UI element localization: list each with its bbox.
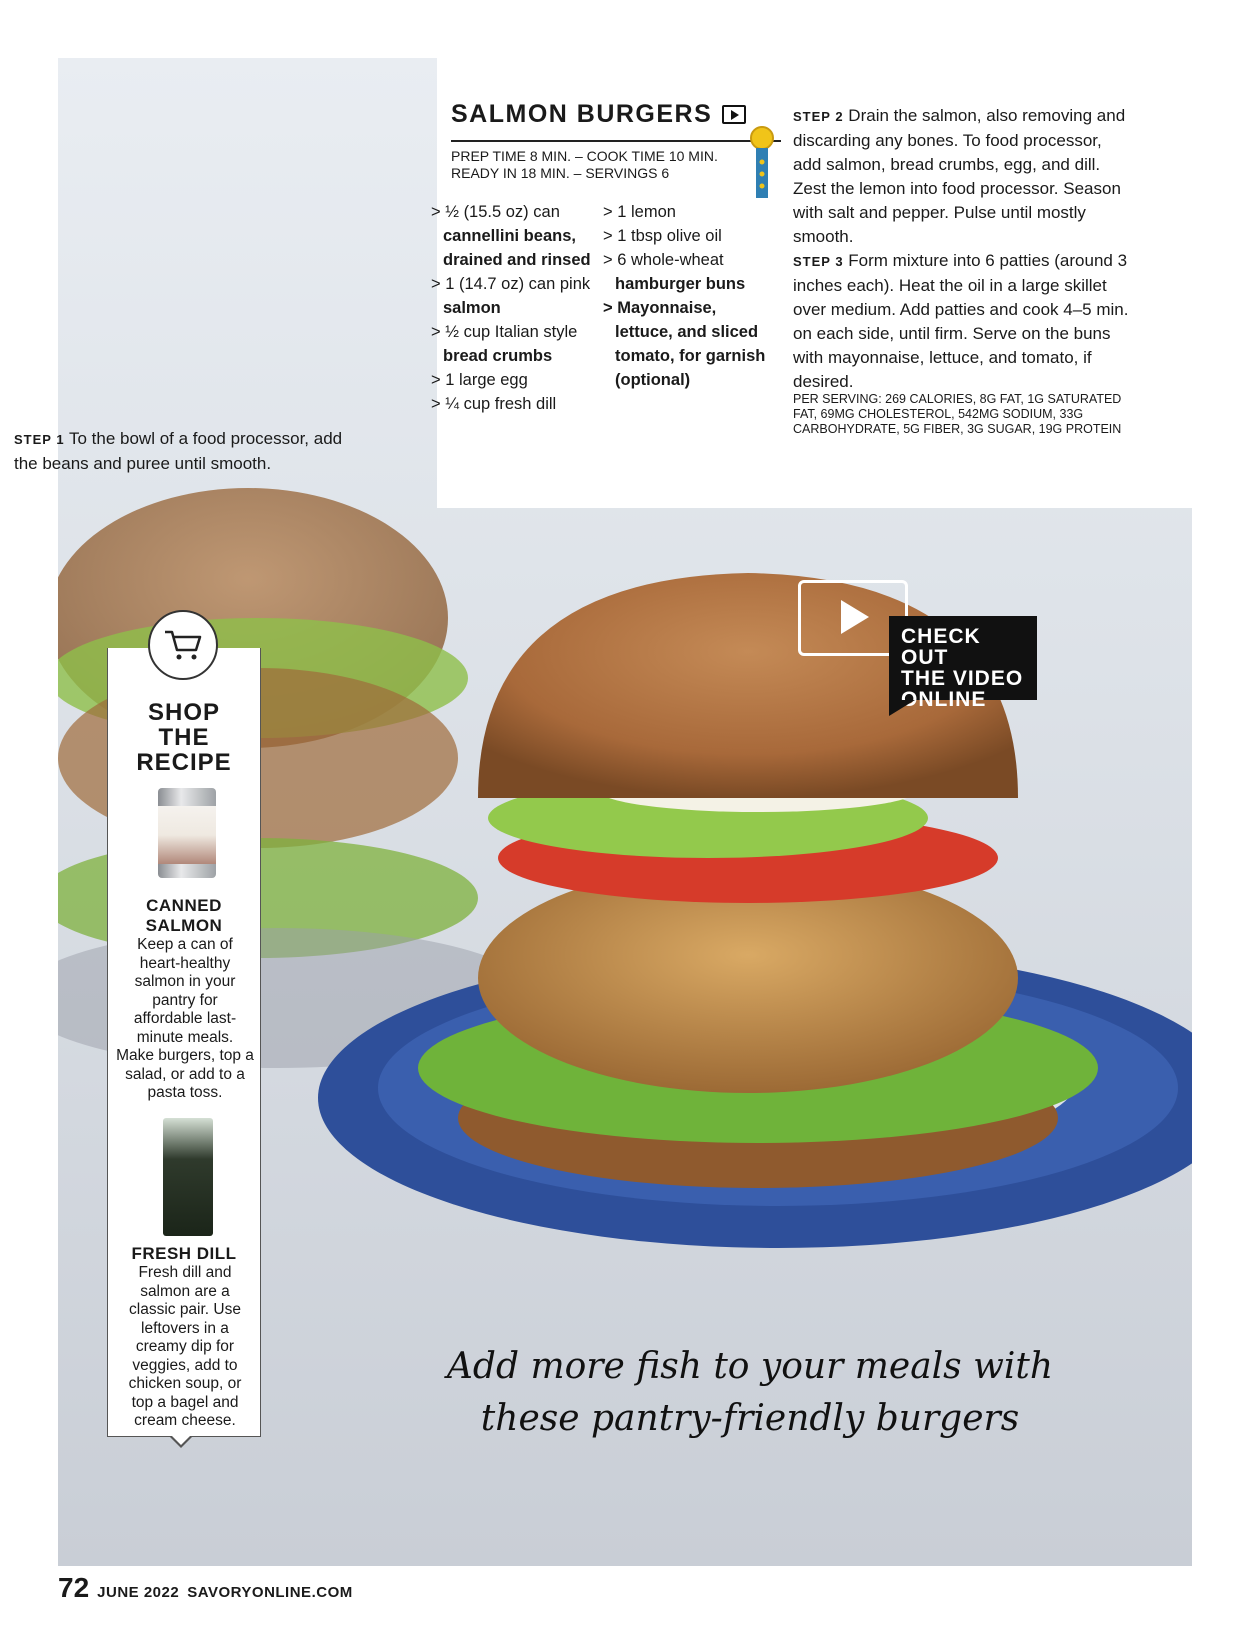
canned-salmon-text: Keep a can of heart-healthy salmon in your pantry for affordable last-minute meals. Make burgers, top a salad, or add to a pasta toss. — [116, 936, 254, 1101]
page-number: 72 — [58, 1572, 90, 1603]
ingredient-line: > 6 whole-wheat — [603, 251, 724, 269]
page-footer — [58, 1572, 353, 1604]
item-title-line: SALMON — [145, 916, 223, 935]
recipe-title-row — [451, 100, 746, 129]
step-1-label: STEP 1 — [14, 432, 65, 447]
steps-right-column — [793, 104, 1133, 394]
step-3 — [793, 249, 1133, 394]
fresh-dill-text: Fresh dill and salmon are a classic pair. Use leftovers in a creamy dip for veggies, add to chicken soup, or top a bagel and cream cheese. — [128, 1264, 242, 1429]
step-2 — [793, 104, 1133, 249]
recipe-title: SALMON BURGERS — [451, 100, 713, 128]
time-line-1: PREP TIME 8 MIN. – COOK TIME 10 MIN. — [451, 148, 718, 164]
tagline-line-2: these pantry-friendly burgers — [480, 1398, 1020, 1439]
step-2-text: Drain the salmon, also removing and discarding any bones. To food processor, add salmon, bread crumbs, egg, and dill. Zest the lemon into food processor. Season with salt and pepper. Pulse until mostly smooth. — [793, 106, 1126, 246]
ingredient-line: > 1 (14.7 oz) can pink — [431, 275, 591, 293]
tagline-line-1: Add more fish to your meals with — [446, 1346, 1054, 1387]
fresh-dill-title: FRESH DILL — [131, 1244, 237, 1263]
ingredient-line: > ½ (15.5 oz) can — [431, 203, 560, 221]
ingredient-line: tomato, for garnish — [615, 347, 766, 365]
shop-title-line: SHOP — [147, 699, 220, 726]
video-badge-line: THE VIDEO — [901, 667, 1024, 690]
website-link[interactable]: SAVORYONLINE.COM — [187, 1584, 353, 1601]
video-play-icon[interactable] — [722, 105, 746, 124]
issue-date: JUNE 2022 — [97, 1584, 180, 1601]
shop-title-line: THE — [158, 724, 210, 751]
ingredient-line: > 1 large egg — [431, 371, 528, 389]
step-3-text: Form mixture into 6 patties (around 3 inches each). Heat the oil in a large skillet over medium. Add patties and cook 4–5 min. on each side, until firm. Serve on the buns with mayonnaise, lettuce, and tomato, if desired. — [793, 251, 1129, 391]
step-3-label: STEP 3 — [793, 254, 844, 269]
ingredient-line: drained and rinsed — [443, 251, 591, 269]
panel-pointer — [169, 1436, 193, 1448]
step-1-text: To the bowl of a food processor, add the beans and puree until smooth. — [14, 429, 343, 473]
step-1 — [14, 427, 354, 476]
video-badge-line: CHECK OUT — [901, 625, 981, 669]
ingredient-list-left — [431, 200, 591, 416]
item-title-line: CANNED — [146, 896, 222, 915]
ingredient-list-right — [603, 200, 765, 392]
shop-title-line: RECIPE — [136, 749, 232, 776]
recipe-time — [451, 148, 718, 182]
ingredient-line: bread crumbs — [443, 347, 553, 365]
video-badge-line: ONLINE — [901, 688, 987, 711]
ingredient-line: lettuce, and sliced — [615, 323, 759, 341]
ingredient-line: > 1 lemon — [603, 203, 676, 221]
title-rule — [451, 140, 781, 142]
ingredient-line: (optional) — [615, 371, 691, 389]
video-badge[interactable] — [889, 616, 1037, 711]
ingredient-line: hamburger buns — [615, 275, 746, 293]
award-ribbon-icon — [747, 124, 777, 204]
time-line-2: READY IN 18 MIN. – SERVINGS 6 — [451, 165, 670, 181]
fresh-dill-image — [163, 1118, 213, 1236]
ingredient-line: > 1 tbsp olive oil — [603, 227, 722, 245]
ingredient-line: cannellini beans, — [443, 227, 576, 245]
canned-salmon-title — [108, 896, 260, 936]
step-2-label: STEP 2 — [793, 109, 844, 124]
shop-the-recipe-panel — [107, 648, 261, 1437]
ingredient-line: salmon — [443, 299, 501, 317]
ingredient-line: > Mayonnaise, — [603, 299, 717, 317]
ingredient-line: > ¼ cup fresh dill — [431, 395, 557, 413]
shopping-cart-icon[interactable] — [148, 610, 218, 680]
ingredient-line: > ½ cup Italian style — [431, 323, 578, 341]
canned-salmon-image — [158, 788, 216, 878]
shop-title — [108, 700, 260, 775]
nutrition-info: PER SERVING: 269 CALORIES, 8G FAT, 1G SATURATED FAT, 69MG CHOLESTEROL, 542MG SODIUM, 33G CARBOHYDRATE, 5G FIBER, 3G SUGAR, 19G PROTEIN — [793, 392, 1122, 436]
